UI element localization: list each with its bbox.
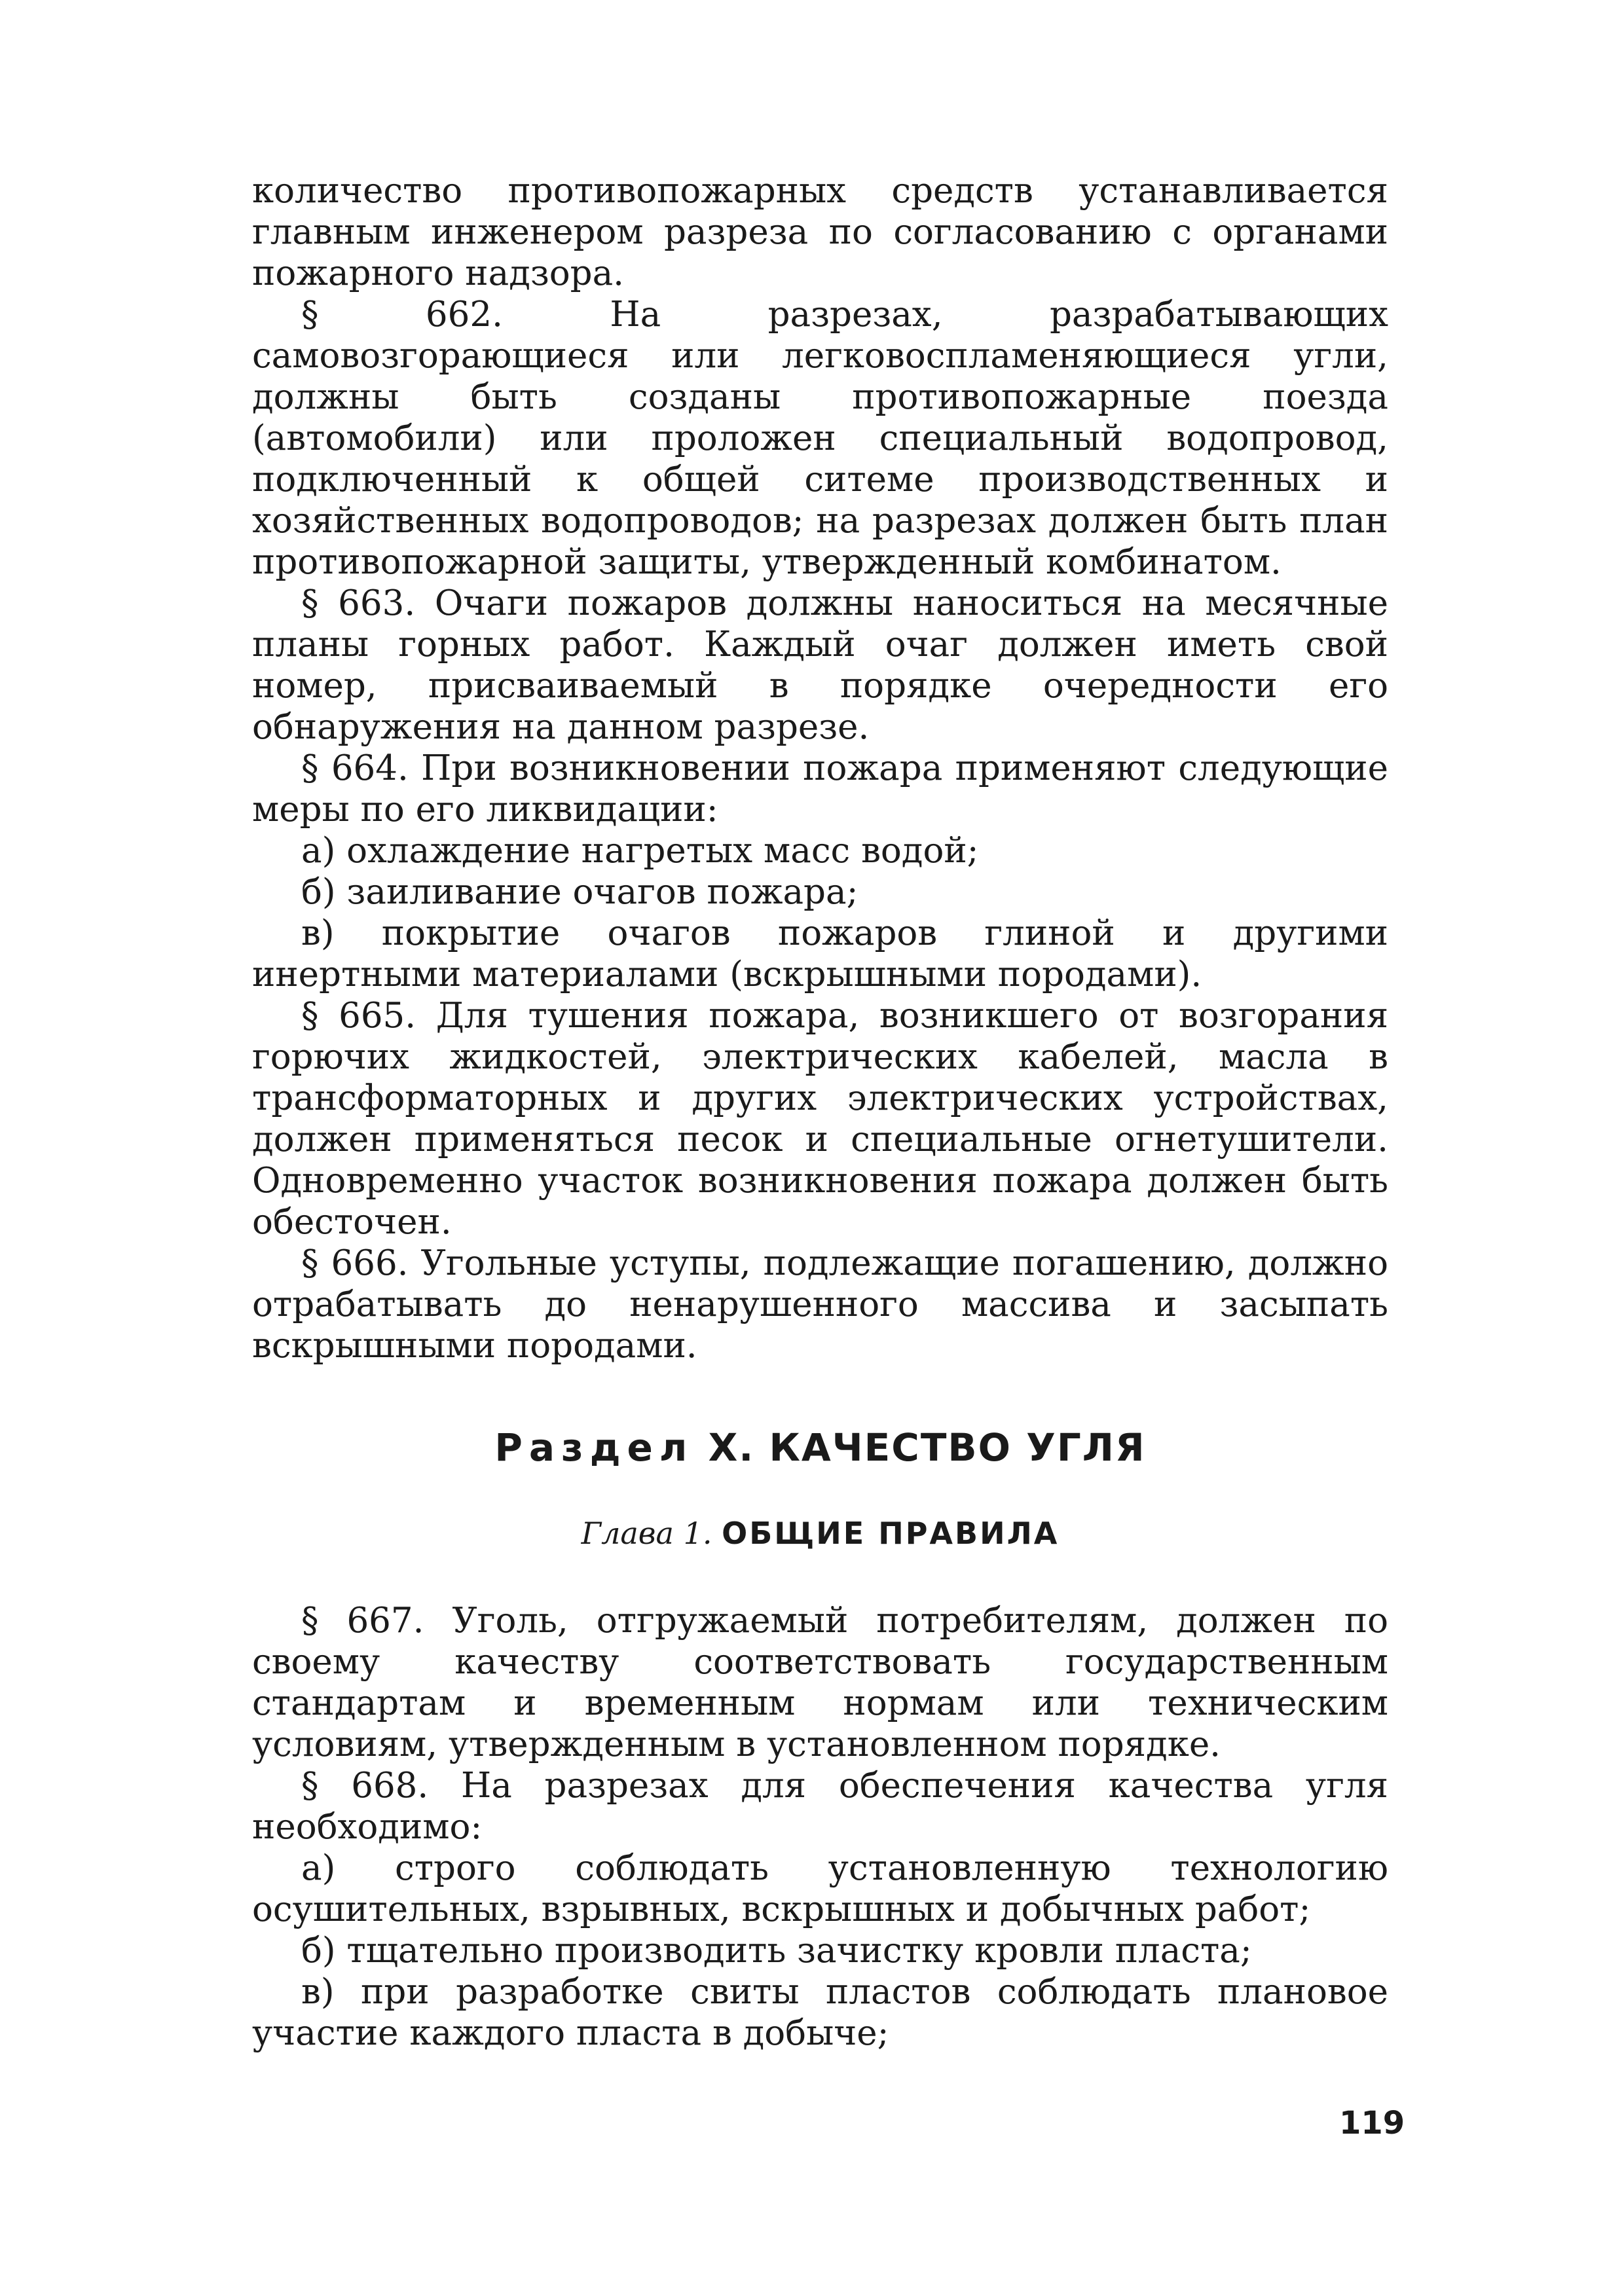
- chapter-heading: [252, 1516, 1388, 1551]
- list-item-664-c: в) покрытие очагов пожаров глиной и другими инертными материалами (вскрышными породами).: [252, 913, 1388, 994]
- page-body: [252, 170, 1388, 2054]
- section-title-text: X. КАЧЕСТВО УГЛЯ: [708, 1425, 1146, 1470]
- paragraph-667: § 667. Уголь, отгружаемый потребителям, должен по своему качеству соответствовать государственным стандартам и временным нормам или техническим условиям, утвержденным в установленном порядке.: [252, 1601, 1388, 1764]
- paragraph-666: § 666. Угольные уступы, подлежащие погашению, должно отрабатывать до ненарушенного массива и засыпать вскрышными породами.: [252, 1243, 1388, 1366]
- paragraph-668: § 668. На разрезах для обеспечения качества угля необходимо:: [252, 1766, 1388, 1847]
- paragraph-663: § 663. Очаги пожаров должны наноситься на месячные планы горных работ. Каждый очаг должен иметь свой номер, присваиваемый в порядке очередности его обнаружения на данном разрезе.: [252, 583, 1388, 747]
- paragraph-665: § 665. Для тушения пожара, возникшего от возгорания горючих жидкостей, электрических кабелей, масла в трансформаторных и других электрических устройствах, должен применяться песок и специальные огнетушители. Одновременно участок возникновения пожара должен быть обесточен.: [252, 996, 1388, 1242]
- section-prefix: Раздел: [494, 1425, 694, 1470]
- section-heading: [252, 1425, 1388, 1470]
- chapter-title-text: ОБЩИЕ ПРАВИЛА: [722, 1516, 1060, 1551]
- list-item-668-a: а) строго соблюдать установленную технологию осушительных, взрывных, вскрышных и добычных работ;: [252, 1848, 1388, 1929]
- paragraph-continued: количество противопожарных средств устанавливается главным инженером разреза по согласованию с органами пожарного надзора.: [252, 171, 1388, 293]
- chapter-prefix: Глава 1.: [581, 1516, 712, 1551]
- list-item-668-b: б) тщательно производить зачистку кровли пласта;: [301, 1931, 1252, 1971]
- list-item-664-a: а) охлаждение нагретых масс водой;: [301, 831, 979, 871]
- page-number: 119: [1339, 2105, 1405, 2141]
- list-item-668-c: в) при разработке свиты пластов соблюдать плановое участие каждого пласта в добыче;: [252, 1972, 1388, 2053]
- list-item-664-b: б) заиливание очагов пожара;: [301, 872, 858, 912]
- paragraph-662: § 662. На разрезах, разрабатывающих самовозгорающиеся или легковоспламеняющиеся угли, должны быть созданы противопожарные поезда (автомобили) или проложен специальный водопровод, подключенный к общей ситеме производственных и хозяйственных водопроводов; на разрезах должен быть план противопожарной защиты, утвержденный комбинатом.: [252, 295, 1388, 582]
- paragraph-664: § 664. При возникновении пожара применяют следующие меры по его ликвидации:: [252, 748, 1388, 829]
